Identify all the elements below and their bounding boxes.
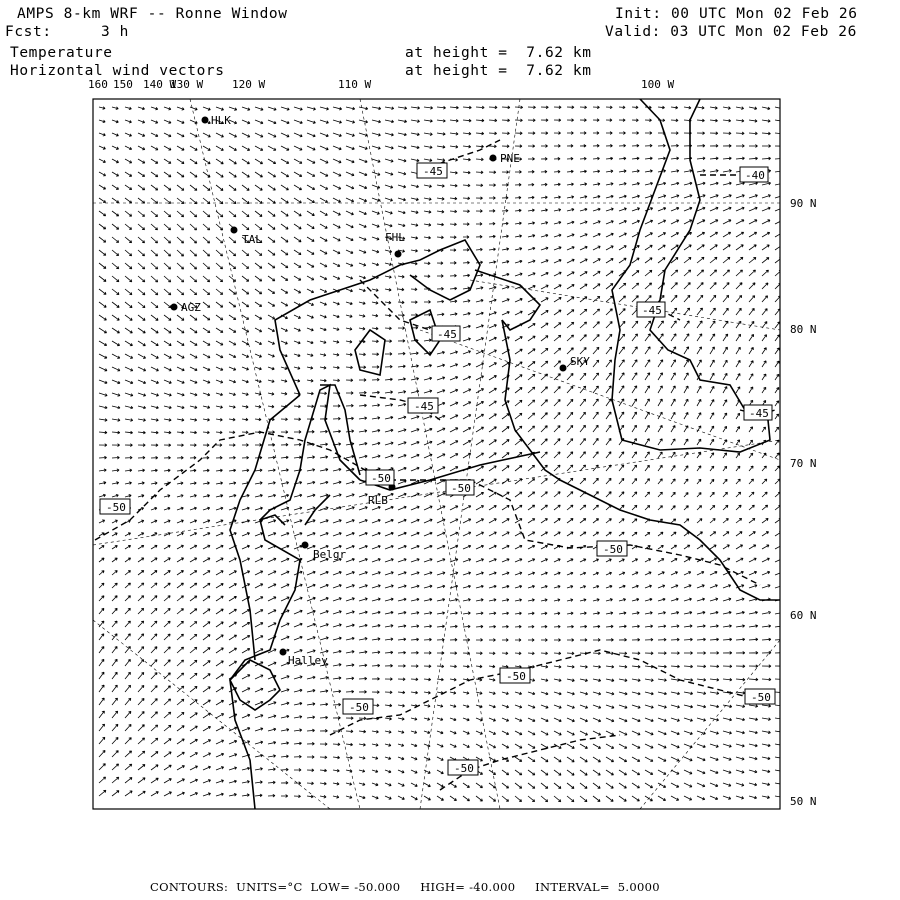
- right-axis-labels: [790, 197, 817, 808]
- contour-label: [637, 302, 665, 317]
- footer-interval-value: 5.0000: [617, 880, 660, 894]
- station-label-halley: Halley: [288, 654, 328, 667]
- lat-label-80n: 80 N: [790, 323, 817, 336]
- station-label-pne: PNE: [500, 152, 520, 165]
- graticule: [93, 99, 780, 809]
- station-marker-halley: [280, 649, 287, 656]
- contour-label: [417, 163, 447, 178]
- field-temperature: Temperature: [10, 45, 113, 61]
- contour-label: [740, 167, 768, 182]
- svg-text:-40: -40: [745, 169, 765, 182]
- station-marker-pne: [490, 155, 497, 162]
- footer-high-label: HIGH=: [420, 880, 466, 894]
- footer-interval-label: INTERVAL=: [535, 880, 610, 894]
- footer-low-value: -50.000: [354, 880, 401, 894]
- station-label-hlk: HLK: [211, 114, 231, 127]
- station-marker-fhl: [395, 251, 402, 258]
- contour-label: [366, 470, 394, 485]
- coastline: [230, 99, 780, 809]
- contour-label: [744, 405, 772, 420]
- svg-text:-50: -50: [106, 501, 126, 514]
- svg-text:-50: -50: [454, 762, 474, 775]
- footer-contours-label: CONTOURS:: [150, 880, 229, 894]
- lon-label-120w: 120 W: [232, 78, 266, 91]
- contour-label: [446, 480, 474, 495]
- lat-label-90n: 90 N: [790, 197, 817, 210]
- contour-label: [745, 689, 775, 704]
- lon-label-110w: 110 W: [338, 78, 372, 91]
- contour-footer: [150, 880, 660, 894]
- station-label-belgr: Belgr: [313, 548, 347, 561]
- station-marker-agz: [171, 304, 178, 311]
- contour-label: [432, 326, 460, 341]
- lat-label-50n: 50 N: [790, 795, 817, 808]
- station-label-agz: AGZ: [181, 301, 201, 314]
- svg-text:-45: -45: [642, 304, 662, 317]
- svg-text:-50: -50: [349, 701, 369, 714]
- stations: [171, 114, 591, 667]
- station-label-fhl: FHL: [385, 231, 405, 244]
- footer-low-label: LOW=: [310, 880, 351, 894]
- lon-label-150: 150: [113, 78, 133, 91]
- contour-label: [597, 541, 627, 556]
- station-marker-sky: [560, 365, 567, 372]
- field-wind-level: at height = 7.62 km: [405, 63, 592, 79]
- contour-label: [500, 668, 530, 683]
- svg-text:-50: -50: [371, 472, 391, 485]
- forecast-hour: 3 h: [101, 24, 129, 40]
- lat-label-70n: 70 N: [790, 457, 817, 470]
- valid-time: Valid: 03 UTC Mon 02 Feb 26: [605, 24, 857, 40]
- contour-label: [408, 398, 438, 413]
- station-marker-belgr: [302, 542, 309, 549]
- svg-text:-45: -45: [414, 400, 434, 413]
- contour-label: [343, 699, 373, 714]
- footer-high-value: -40.000: [469, 880, 516, 894]
- map-title: AMPS 8-km WRF -- Ronne Window: [17, 6, 288, 22]
- svg-text:-45: -45: [749, 407, 769, 420]
- lon-label-160: 160: [88, 78, 108, 91]
- svg-text:-45: -45: [423, 165, 443, 178]
- lon-label-100w: 100 W: [641, 78, 675, 91]
- contour-label: [100, 499, 130, 514]
- svg-text:-50: -50: [451, 482, 471, 495]
- lon-label-130w: 130 W: [170, 78, 204, 91]
- init-time: Init: 00 UTC Mon 02 Feb 26: [615, 6, 858, 22]
- contour-label: [448, 760, 478, 775]
- svg-text:-50: -50: [751, 691, 771, 704]
- lat-label-60n: 60 N: [790, 609, 817, 622]
- station-label-sky: SKY: [570, 355, 590, 368]
- svg-text:-50: -50: [603, 543, 623, 556]
- forecast-label: Fcst:: [5, 24, 52, 40]
- wind-arrows: [99, 106, 784, 802]
- wind-vector-field: [99, 106, 784, 802]
- station-marker-tal: [231, 227, 238, 234]
- top-axis-labels: [88, 78, 674, 91]
- svg-text:-45: -45: [437, 328, 457, 341]
- lon-label-140w: 140 W: [143, 78, 177, 91]
- footer-units: UNITS=°C: [236, 880, 303, 894]
- station-label-rlb: RLB: [368, 494, 388, 507]
- svg-text:-50: -50: [506, 670, 526, 683]
- field-temperature-level: at height = 7.62 km: [405, 45, 592, 61]
- station-marker-hlk: [202, 117, 209, 124]
- field-wind: Horizontal wind vectors: [10, 63, 225, 79]
- station-label-tal: TAL: [242, 233, 262, 246]
